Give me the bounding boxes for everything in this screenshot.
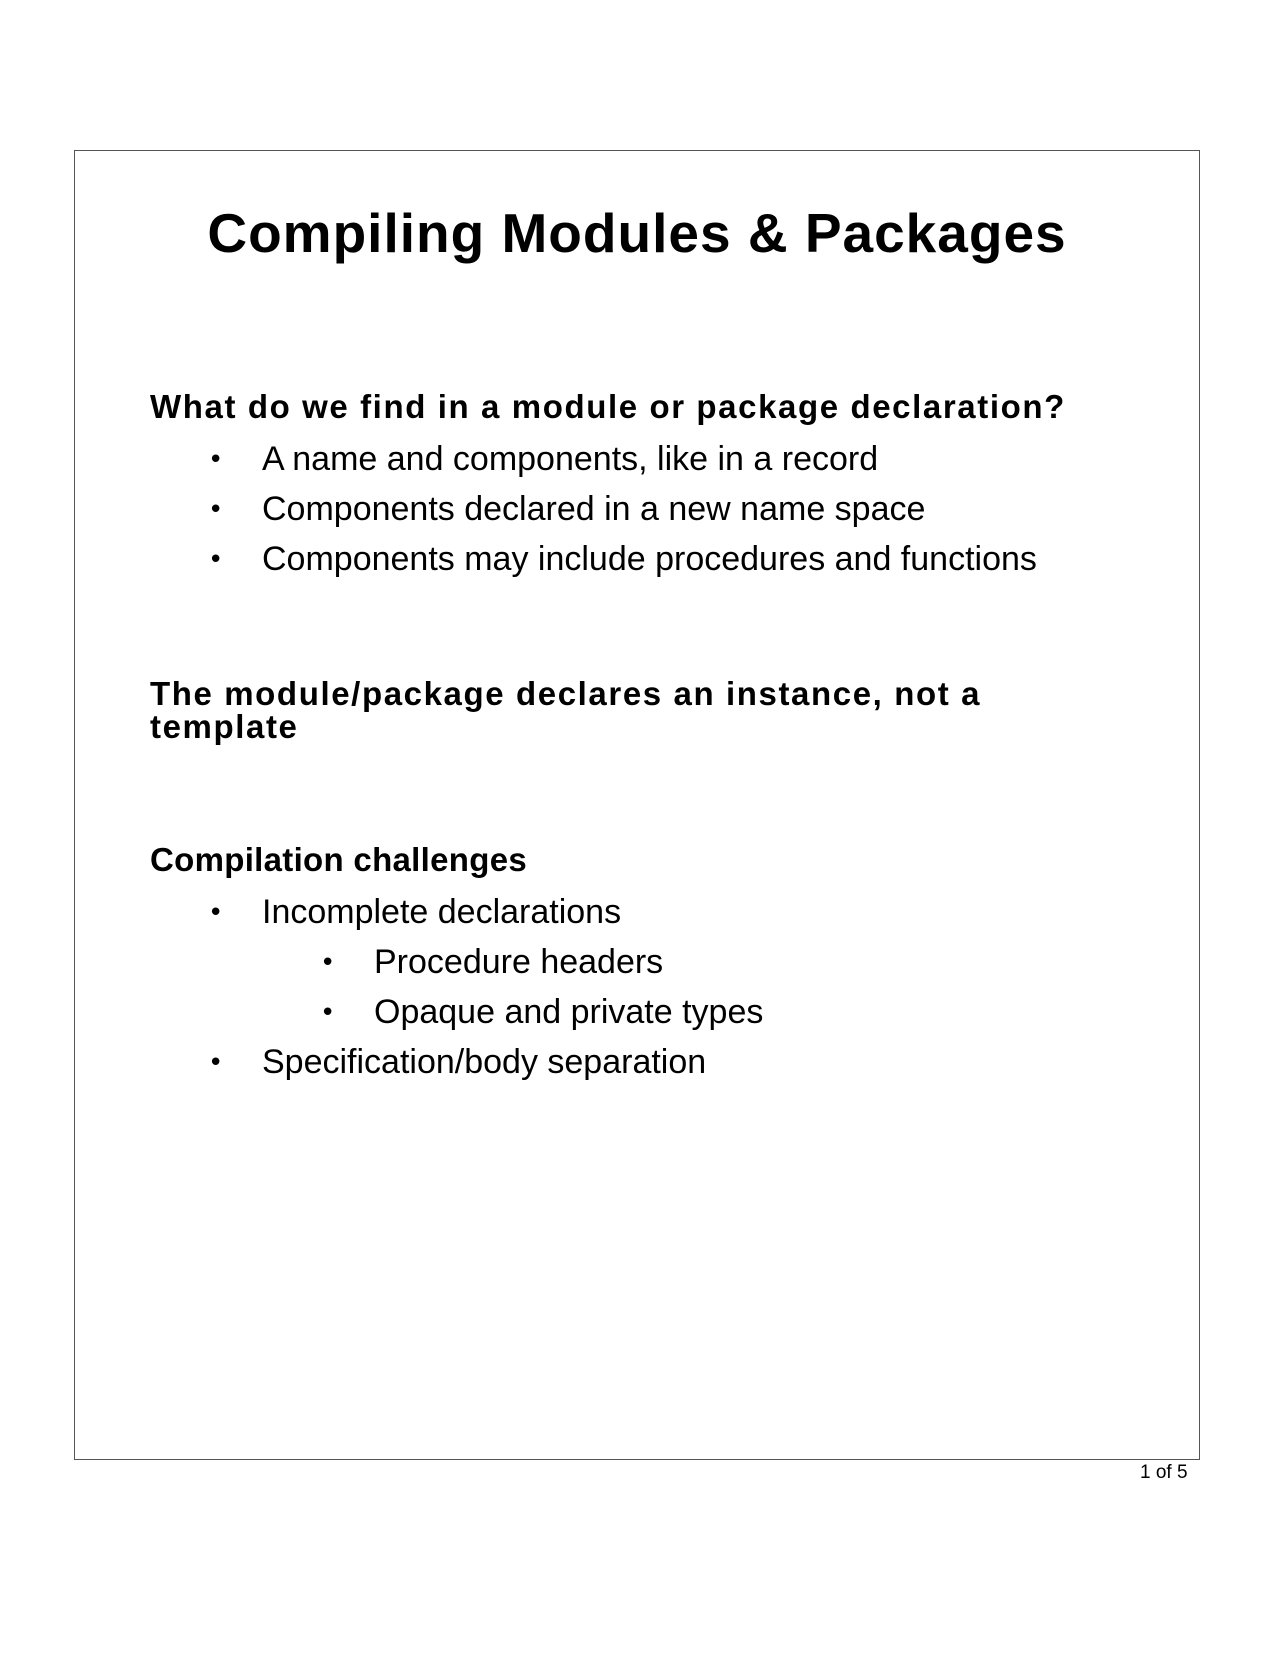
page-number: 1 of 5 xyxy=(1140,1462,1188,1483)
bullet-icon: • xyxy=(208,495,224,525)
slide-title: Compiling Modules & Packages xyxy=(207,202,1067,264)
bullet-icon: • xyxy=(208,898,224,928)
section-heading-instance-line1: The module/package declares an instance, not a xyxy=(150,675,982,712)
sub-list-item: Opaque and private types xyxy=(374,993,764,1031)
bullet-icon: • xyxy=(208,545,224,575)
section-heading-declaration-contents: What do we find in a module or package declaration? xyxy=(150,388,1066,425)
section-heading-instance-line2: template xyxy=(150,708,299,745)
list-item: A name and components, like in a record xyxy=(262,440,879,478)
bullet-icon: • xyxy=(320,998,336,1028)
list-item: Specification/body separation xyxy=(262,1043,707,1081)
bullet-icon: • xyxy=(320,948,336,978)
section-heading-compilation-challenges: Compilation challenges xyxy=(150,841,527,878)
list-item: Components declared in a new name space xyxy=(262,490,926,528)
list-item: Incomplete declarations xyxy=(262,893,622,931)
sub-list-item: Procedure headers xyxy=(374,943,664,981)
slide-frame xyxy=(74,150,1200,1460)
list-item: Components may include procedures and functions xyxy=(262,540,1037,578)
bullet-icon: • xyxy=(208,445,224,475)
bullet-icon: • xyxy=(208,1048,224,1078)
